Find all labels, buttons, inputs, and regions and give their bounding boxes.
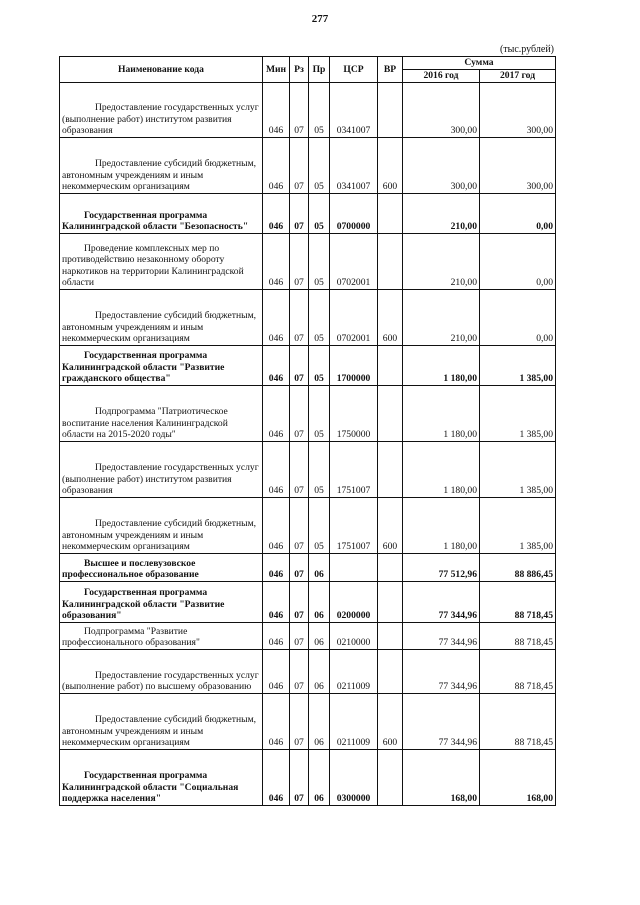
header-sum: Сумма (403, 57, 556, 70)
min-cell: 046 (263, 622, 290, 649)
amount-2016-cell: 1 180,00 (403, 441, 480, 497)
csr-cell: 1700000 (330, 345, 378, 385)
min-cell: 046 (263, 553, 290, 581)
pr-cell: 06 (309, 581, 330, 622)
min-cell: 046 (263, 385, 290, 441)
csr-cell (330, 553, 378, 581)
min-cell: 046 (263, 82, 290, 137)
name-cell: Государственная программа Калининградской области "Безопасность" (60, 193, 263, 233)
rz-cell: 07 (290, 693, 309, 749)
table-row (60, 137, 556, 193)
csr-cell: 0702001 (330, 233, 378, 289)
min-cell: 046 (263, 749, 290, 805)
amount-2016-cell: 1 180,00 (403, 497, 480, 553)
vr-cell (378, 553, 403, 581)
csr-cell: 0211009 (330, 649, 378, 693)
vr-cell (378, 622, 403, 649)
amount-2016-cell: 168,00 (403, 749, 480, 805)
min-cell: 046 (263, 345, 290, 385)
csr-cell: 0200000 (330, 581, 378, 622)
amount-2017-cell: 88 718,45 (480, 581, 556, 622)
vr-cell: 600 (378, 497, 403, 553)
rz-cell: 07 (290, 497, 309, 553)
csr-cell: 0341007 (330, 82, 378, 137)
min-cell: 046 (263, 441, 290, 497)
rz-cell: 07 (290, 233, 309, 289)
table-row (60, 385, 556, 441)
name-cell: Предоставление государственных услуг (выполнение работ) по высшему образованию (60, 649, 263, 693)
rz-cell: 07 (290, 193, 309, 233)
amount-2016-cell: 300,00 (403, 82, 480, 137)
name-cell: Проведение комплексных мер по противодействию незаконному обороту наркотиков на территории Калининградской области (60, 233, 263, 289)
csr-cell: 1750000 (330, 385, 378, 441)
header-min: Мин (263, 57, 290, 83)
table-row (60, 649, 556, 693)
table-row (60, 193, 556, 233)
name-cell: Предоставление субсидий бюджетным, автономным учреждениям и иным некоммерческим организациям (60, 137, 263, 193)
vr-cell (378, 233, 403, 289)
min-cell: 046 (263, 497, 290, 553)
name-cell: Предоставление субсидий бюджетным, автономным учреждениям и иным некоммерческим организациям (60, 693, 263, 749)
amount-2016-cell: 77 344,96 (403, 581, 480, 622)
rz-cell: 07 (290, 622, 309, 649)
rz-cell: 07 (290, 749, 309, 805)
header-vr: ВР (378, 57, 403, 83)
vr-cell (378, 441, 403, 497)
min-cell: 046 (263, 581, 290, 622)
csr-cell: 1751007 (330, 441, 378, 497)
name-cell: Предоставление государственных услуг (выполнение работ) институтом развития образования (60, 441, 263, 497)
header-row (60, 57, 556, 70)
header-rz: Рз (290, 57, 309, 83)
header-csr: ЦСР (330, 57, 378, 83)
header-2016: 2016 год (403, 70, 480, 83)
min-cell: 046 (263, 233, 290, 289)
amount-2017-cell: 88 718,45 (480, 693, 556, 749)
table-row (60, 289, 556, 345)
amount-2017-cell: 1 385,00 (480, 385, 556, 441)
amount-2017-cell: 0,00 (480, 233, 556, 289)
amount-2017-cell: 0,00 (480, 193, 556, 233)
amount-2016-cell: 77 344,96 (403, 649, 480, 693)
table-row (60, 622, 556, 649)
rz-cell: 07 (290, 553, 309, 581)
min-cell: 046 (263, 289, 290, 345)
header-pr: Пр (309, 57, 330, 83)
amount-2017-cell: 168,00 (480, 749, 556, 805)
vr-cell (378, 82, 403, 137)
vr-cell (378, 385, 403, 441)
units-label: (тыс.рублей) (499, 44, 554, 55)
name-cell: Предоставление субсидий бюджетным, автономным учреждениям и иным некоммерческим организациям (60, 289, 263, 345)
rz-cell: 07 (290, 82, 309, 137)
name-cell: Государственная программа Калининградской области "Социальная поддержка населения" (60, 749, 263, 805)
vr-cell: 600 (378, 289, 403, 345)
amount-2016-cell: 77 344,96 (403, 622, 480, 649)
pr-cell: 06 (309, 622, 330, 649)
amount-2017-cell: 300,00 (480, 137, 556, 193)
amount-2017-cell: 0,00 (480, 289, 556, 345)
name-cell: Подпрограмма "Развитие профессионального образования" (60, 622, 263, 649)
pr-cell: 06 (309, 649, 330, 693)
page-number: 277 (311, 13, 329, 25)
table-row (60, 553, 556, 581)
pr-cell: 05 (309, 385, 330, 441)
name-cell: Предоставление субсидий бюджетным, автономным учреждениям и иным некоммерческим организациям (60, 497, 263, 553)
vr-cell (378, 345, 403, 385)
name-cell: Государственная программа Калининградской области "Развитие гражданского общества" (60, 345, 263, 385)
min-cell: 046 (263, 649, 290, 693)
amount-2016-cell: 210,00 (403, 233, 480, 289)
rz-cell: 07 (290, 649, 309, 693)
table-row (60, 441, 556, 497)
table-row (60, 345, 556, 385)
amount-2017-cell: 1 385,00 (480, 345, 556, 385)
vr-cell (378, 581, 403, 622)
amount-2016-cell: 1 180,00 (403, 385, 480, 441)
csr-cell: 0700000 (330, 193, 378, 233)
csr-cell: 0341007 (330, 137, 378, 193)
amount-2016-cell: 210,00 (403, 193, 480, 233)
amount-2017-cell: 88 886,45 (480, 553, 556, 581)
vr-cell: 600 (378, 137, 403, 193)
table-row (60, 497, 556, 553)
csr-cell: 0211009 (330, 693, 378, 749)
pr-cell: 06 (309, 693, 330, 749)
header-name: Наименование кода (60, 57, 263, 83)
rz-cell: 07 (290, 289, 309, 345)
pr-cell: 06 (309, 553, 330, 581)
table-row (60, 749, 556, 805)
amount-2017-cell: 88 718,45 (480, 649, 556, 693)
pr-cell: 05 (309, 193, 330, 233)
name-cell: Высшее и послевузовское профессиональное образование (60, 553, 263, 581)
pr-cell: 05 (309, 441, 330, 497)
min-cell: 046 (263, 193, 290, 233)
amount-2017-cell: 1 385,00 (480, 441, 556, 497)
pr-cell: 05 (309, 345, 330, 385)
csr-cell: 0210000 (330, 622, 378, 649)
name-cell: Подпрограмма "Патриотическое воспитание населения Калининградской области на 2015-2020 годы" (60, 385, 263, 441)
pr-cell: 05 (309, 82, 330, 137)
amount-2016-cell: 1 180,00 (403, 345, 480, 385)
vr-cell: 600 (378, 693, 403, 749)
amount-2016-cell: 300,00 (403, 137, 480, 193)
table-row (60, 82, 556, 137)
table-row (60, 233, 556, 289)
rz-cell: 07 (290, 137, 309, 193)
rz-cell: 07 (290, 581, 309, 622)
header-2017: 2017 год (480, 70, 556, 83)
pr-cell: 05 (309, 497, 330, 553)
table-row (60, 581, 556, 622)
csr-cell: 1751007 (330, 497, 378, 553)
rz-cell: 07 (290, 441, 309, 497)
amount-2017-cell: 1 385,00 (480, 497, 556, 553)
pr-cell: 05 (309, 289, 330, 345)
min-cell: 046 (263, 137, 290, 193)
amount-2016-cell: 210,00 (403, 289, 480, 345)
amount-2017-cell: 88 718,45 (480, 622, 556, 649)
budget-table (59, 56, 556, 806)
vr-cell (378, 649, 403, 693)
min-cell: 046 (263, 693, 290, 749)
pr-cell: 05 (309, 137, 330, 193)
csr-cell: 0300000 (330, 749, 378, 805)
name-cell: Предоставление государственных услуг (выполнение работ) институтом развития образования (60, 82, 263, 137)
vr-cell (378, 749, 403, 805)
rz-cell: 07 (290, 345, 309, 385)
table-row (60, 693, 556, 749)
pr-cell: 06 (309, 749, 330, 805)
vr-cell (378, 193, 403, 233)
rz-cell: 07 (290, 385, 309, 441)
csr-cell: 0702001 (330, 289, 378, 345)
amount-2016-cell: 77 512,96 (403, 553, 480, 581)
pr-cell: 05 (309, 233, 330, 289)
amount-2016-cell: 77 344,96 (403, 693, 480, 749)
amount-2017-cell: 300,00 (480, 82, 556, 137)
name-cell: Государственная программа Калининградской области "Развитие образования" (60, 581, 263, 622)
